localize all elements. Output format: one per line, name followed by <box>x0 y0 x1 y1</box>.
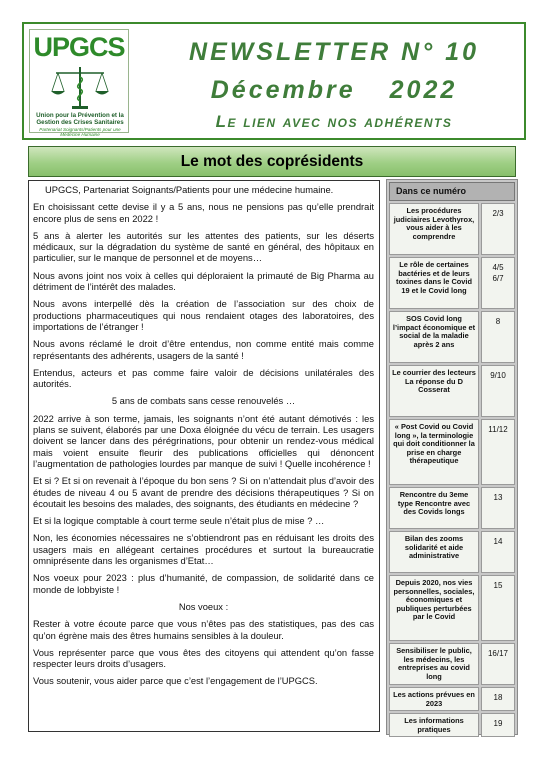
toc-item-page: 14 <box>481 531 515 573</box>
upgcs-logo <box>29 29 129 137</box>
toc-item[interactable] <box>389 257 515 309</box>
toc-item-title: Les procédures judiciaires Levothyrox, vous aider à les comprendre <box>389 203 479 255</box>
newsletter-month: Décembre <box>210 76 356 104</box>
article-paragraph: UPGCS, Partenariat Soignants/Patients pour une médecine humaine. <box>45 185 334 195</box>
scale-of-justice-icon <box>48 63 112 111</box>
toc-item-page: 8 <box>481 311 515 363</box>
article-paragraph: Rester à votre écoute parce que vous n’êtes pas des statistiques, pas des cas qu’on égrène mais des êtres humains sensibles à la douleur. <box>33 619 374 641</box>
toc-item[interactable] <box>389 203 515 255</box>
toc-item-title: Bilan des zooms solidarité et aide administrative <box>389 531 479 573</box>
article-paragraph: Et si la logique comptable à court terme seule n’était plus de mise ? … <box>33 516 325 527</box>
article-paragraph: Nos voeux : <box>178 601 229 612</box>
logo-subtitle: Union pour la Prévention et la Gestion des Crises Sanitaires <box>36 112 124 126</box>
newsletter-date <box>144 76 524 105</box>
toc-item[interactable] <box>389 419 515 485</box>
toc-item-page: 11/12 <box>481 419 515 485</box>
article-paragraph: Entendus, acteurs et pas comme faire valoir de décisions unilatérales des autorités. <box>33 367 374 390</box>
toc-item-title: Depuis 2020, nos vies personnelles, sociales, économiques et publiques perturbées par le Covid <box>389 575 479 641</box>
article-paragraph: Nous avons réclamé le droit d’être entendus, non comme entité mais comme représentants des adhérents, usagers de la santé ! <box>33 339 374 361</box>
toc-item-page: 18 <box>481 687 515 711</box>
article-paragraph: Vous représenter parce que vous êtes des citoyens qui attendent qu’on fasse respecter leurs droits d’usagers. <box>33 647 374 670</box>
article-paragraph: En choisissant cette devise il y a 5 ans, nous ne pensions pas qu’elle prendrait encore plus de sens en 2022 ! <box>33 202 374 224</box>
article-paragraph: Et si ? Et si on revenait à l’époque du bon sens ? Si on n’attendait plus d’avoir des études de niveau 4 ou 5 avant de prendre des décisions thérapeutiques ? Si on écoutait les besoins des malades, des soignants, des étudiants en médecine ? <box>33 476 374 509</box>
article-paragraph: Nos voeux pour 2023 : plus d’humanité, de compassion, de solidarité dans ce monde de lobbyiste ! <box>33 573 374 595</box>
toc-item[interactable] <box>389 487 515 529</box>
article-paragraph: Nous avons joint nos voix à celles qui déploraient la primauté de Big Pharma au détriment de l’intérêt des malades. <box>33 270 374 293</box>
toc-item-title: Rencontre du 3eme type Rencontre avec des Covids longs <box>389 487 479 529</box>
article-paragraph: Non, les économies nécessaires ne s’obtiendront pas en réduisant les droits des usagers mais en allégeant certaines procédures et surtout la bureaucratie omniprésente dans les organismes d’Etat… <box>33 533 374 567</box>
article-paragraph: 2022 arrive à son terme, jamais, les soignants n’ont été autant démotivés : les plans se suivent, élaborés par une Doxa éloignée du vécu de terrain. Les usagers doivent se lancer dans des pérégrinations, pour obtenir un rendez-vous médical mais voient ensuite fleurir des publications officielles qui dénoncent l’augmentation de pathologies lourdes par manque de suivi ! Quelle incohérence ! <box>33 413 374 469</box>
newsletter-year: 2022 <box>389 76 458 104</box>
toc-item-page: 19 <box>481 713 515 737</box>
toc-item[interactable] <box>389 311 515 363</box>
toc-item-page: 9/10 <box>481 365 515 417</box>
toc-item-title: Les actions prévues en 2023 <box>389 687 479 711</box>
toc-heading: Dans ce numéro <box>389 182 515 201</box>
toc-item-title: Les informations pratiques <box>389 713 479 737</box>
toc-item[interactable] <box>389 531 515 573</box>
logo-title: UPGCS <box>33 32 125 62</box>
toc-item-title: Le rôle de certaines bactéries et de leurs toxines dans le Covid 19 et le Covid long <box>389 257 479 309</box>
toc-item[interactable] <box>389 643 515 685</box>
toc-item-page: 13 <box>481 487 515 529</box>
toc-item-page: 4/5 6/7 <box>481 257 515 309</box>
table-of-contents <box>386 179 518 735</box>
toc-item[interactable] <box>389 687 515 711</box>
toc-item-page: 15 <box>481 575 515 641</box>
logo-tagline: Partenariat Soignants/Patients pour une Médecine Humaine <box>39 127 121 137</box>
section-banner: Le mot des coprésidents <box>28 146 516 177</box>
toc-item-page: 16/17 <box>481 643 515 685</box>
article-paragraph: Vous soutenir, vous aider parce que c’est l’engagement de l’UPGCS. <box>33 676 318 687</box>
article-paragraph: 5 ans à alerter les autorités sur les attentes des patients, sur les déserts médicaux, sur la dégradation du système de santé en général, des hôpitaux en particulier, sur le manque de personnel et de moyens… <box>33 230 374 264</box>
toc-item-title: Sensibiliser le public, les médecins, les entreprises au covid long <box>389 643 479 685</box>
article-paragraph: 5 ans de combats sans cesse renouvelés … <box>111 396 296 407</box>
toc-item[interactable] <box>389 713 515 737</box>
newsletter-title: NEWSLETTER N° 10 <box>189 38 479 66</box>
toc-item-title: SOS Covid long l’impact économique et social de la maladie après 2 ans <box>389 311 479 363</box>
newsletter-header <box>22 22 526 140</box>
newsletter-tagline: Le lien avec nos adhérents <box>215 112 453 131</box>
article-paragraph: Nous avons interpellé dès la création de l’association sur des choix de productions pharmaceutiques qui nous rendaient otages des laboratoires, des importations de l’étranger ! <box>33 299 374 332</box>
toc-list <box>389 203 515 737</box>
toc-item-page: 2/3 <box>481 203 515 255</box>
copresidents-article <box>28 180 380 732</box>
toc-item-title: « Post Covid ou Covid long », la terminologie qui doit conditionner la prise en charge thérapeutique <box>389 419 479 485</box>
toc-item[interactable] <box>389 575 515 641</box>
toc-item[interactable] <box>389 365 515 417</box>
toc-item-title: Le courrier des lecteurs La réponse du D Cosserat <box>389 365 479 417</box>
